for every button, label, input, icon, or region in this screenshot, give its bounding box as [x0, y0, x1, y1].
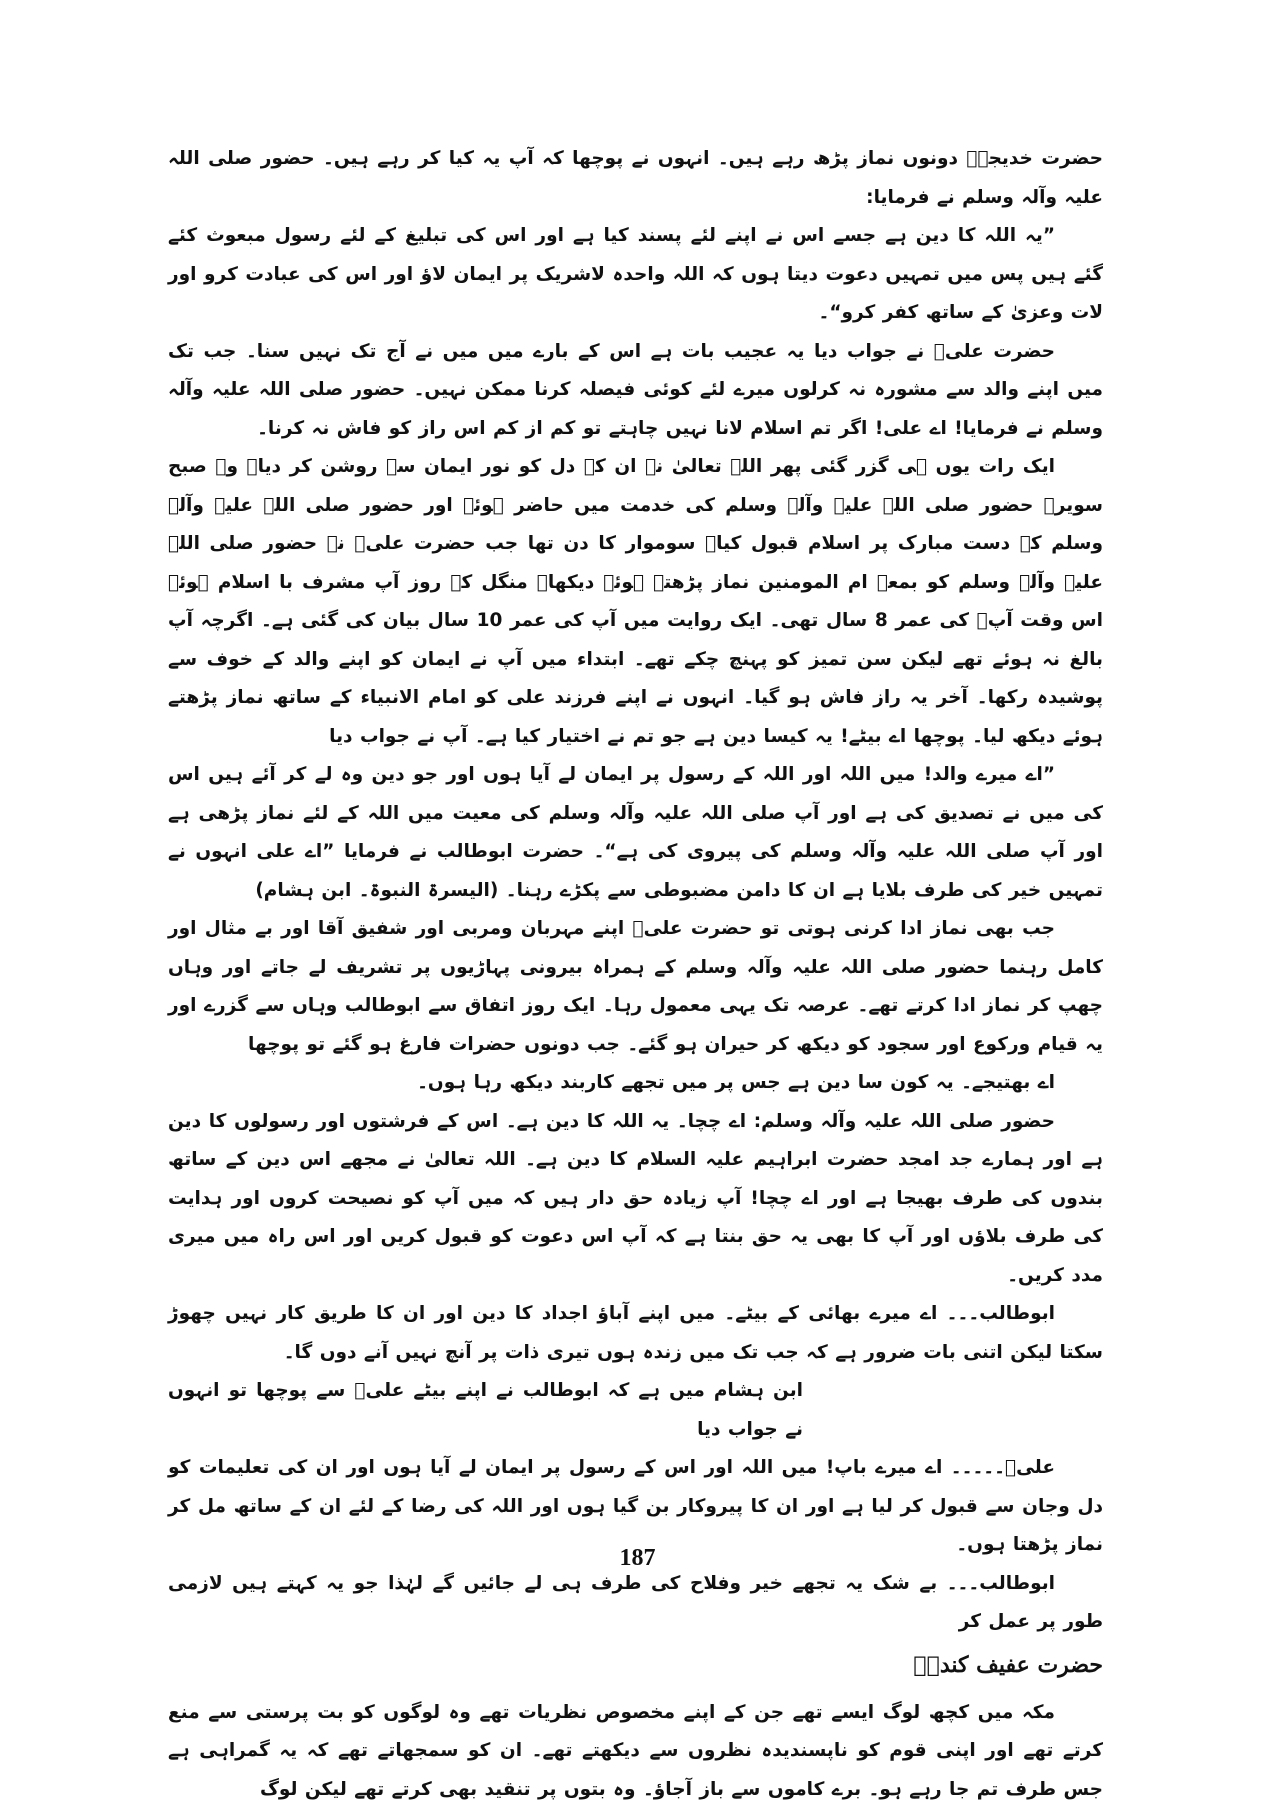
- paragraph-dialogue: اے بھتیجے۔ یہ کون سا دین ہے جس پر میں تجھے کاربند دیکھ رہا ہوں۔: [168, 1064, 1103, 1103]
- paragraph: حضرت خدیجہؓ دونوں نماز پڑھ رہے ہیں۔ انہوں نے پوچھا کہ آپ یہ کیا کر رہے ہیں۔ حضور صلی اللہ علیہ وآلہ وسلم نے فرمایا:: [168, 140, 1103, 217]
- paragraph-dialogue: ابوطالب۔۔۔ بے شک یہ تجھے خیر وفلاح کی طرف ہی لے جائیں گے لہٰذا جو یہ کہتے ہیں لازمی طور پر عمل کر: [168, 1565, 1103, 1642]
- section-heading: حضرت عفیف کندیؓ: [168, 1644, 1103, 1686]
- paragraph: حضرت علیؓ نے جواب دیا یہ عجیب بات ہے اس کے بارے میں میں نے آج تک نہیں سنا۔ جب تک میں اپنے والد سے مشورہ نہ کرلوں میرے لئے کوئی فیصلہ کرنا ممکن نہیں۔ حضور صلی اللہ علیہ وآلہ وسلم نے فرمایا! اے علی! اگر تم اسلام لانا نہیں چاہتے تو کم از کم اس راز کو فاش نہ کرنا۔: [168, 333, 1103, 449]
- page-number: 187: [0, 1545, 1275, 1572]
- paragraph-dialogue: حضور صلی اللہ علیہ وآلہ وسلم: اے چچا۔ یہ اللہ کا دین ہے۔ اس کے فرشتوں اور رسولوں کا دین ہے اور ہمارے جد امجد حضرت ابراہیم علیہ السلام کا دین ہے۔ اللہ تعالیٰ نے مجھے اس دین کے ساتھ بندوں کی طرف بھیجا ہے اور اے چچا! آپ زیادہ حق دار ہیں کہ میں آپ کو نصیحت کروں اور ہدایت کی طرف بلاؤں اور آپ کا بھی یہ حق بنتا ہے کہ آپ اس دعوت کو قبول کریں اور اس راہ میں میری مدد کریں۔: [168, 1103, 1103, 1296]
- paragraph-dialogue: علیؓ۔۔۔۔۔ اے میرے باپ! میں اللہ اور اس کے رسول پر ایمان لے آیا ہوں اور ان کی تعلیمات کو دل وجان سے قبول کر لیا ہے اور ان کا پیروکار بن گیا ہوں اور اللہ کی رضا کے لئے ان کے ساتھ مل کر نماز پڑھتا ہوں۔: [168, 1449, 1103, 1565]
- paragraph-dialogue: ابوطالب۔۔۔ اے میرے بھائی کے بیٹے۔ میں اپنے آباؤ اجداد کا دین اور ان کا طریق کار نہیں چھوڑ سکتا لیکن اتنی بات ضرور ہے کہ جب تک میں زندہ ہوں تیری ذات پر آنچ نہیں آنے دوں گا۔: [168, 1295, 1103, 1372]
- paragraph-quote: ”یہ اللہ کا دین ہے جسے اس نے اپنے لئے پسند کیا ہے اور اس کی تبلیغ کے لئے رسول مبعوث کئے گئے ہیں پس میں تمہیں دعوت دیتا ہوں کہ اللہ واحدہ لاشریک پر ایمان لاؤ اور اس کی عبادت کرو اور لات وعزیٰ کے ساتھ کفر کرو“۔: [168, 217, 1103, 333]
- paragraph-quote: ”اے میرے والد! میں اللہ اور اللہ کے رسول پر ایمان لے آیا ہوں اور جو دین وہ لے کر آئے ہیں اس کی میں نے تصدیق کی ہے اور آپ صلی اللہ علیہ وآلہ وسلم کی معیت میں اللہ کے لئے نماز پڑھی ہے اور آپ صلی اللہ علیہ وآلہ وسلم کی پیروی کی ہے“۔ حضرت ابوطالب نے فرمایا ”اے علی انہوں نے تمہیں خیر کی طرف بلایا ہے ان کا دامن مضبوطی سے پکڑے رہنا۔ (الیسرۃ النبوۃ۔ ابن ہشام): [168, 756, 1103, 910]
- paragraph: جب بھی نماز ادا کرنی ہوتی تو حضرت علیؓ اپنے مہربان ومربی اور شفیق آقا اور بے مثال اور کامل رہنما حضور صلی اللہ علیہ وآلہ وسلم کے ہمراہ بیرونی پہاڑیوں پر تشریف لے جاتے اور وہاں چھپ کر نماز ادا کرتے تھے۔ عرصہ تک یہی معمول رہا۔ ایک روز اتفاق سے ابوطالب وہاں سے گزرے اور یہ قیام ورکوع اور سجود کو دیکھ کر حیران ہو گئے۔ جب دونوں حضرات فارغ ہو گئے تو پوچھا: [168, 910, 1103, 1064]
- paragraph: مکہ میں کچھ لوگ ایسے تھے جن کے اپنے مخصوص نظریات تھے وہ لوگوں کو بت پرستی سے منع کرتے تھے اور اپنی قوم کو ناپسندیدہ نظروں سے دیکھتے تھے۔ ان کو سمجھاتے تھے کہ یہ گمراہی ہے جس طرف تم جا رہے ہو۔ برے کاموں سے باز آجاؤ۔ وہ بتوں پر تنقید بھی کرتے تھے لیکن لوگ: [168, 1694, 1103, 1809]
- paragraph: ابن ہشام میں ہے کہ ابوطالب نے اپنے بیٹے علیؓ سے پوچھا تو انہوں نے جواب دیا: [168, 1372, 1103, 1449]
- paragraph: ایک رات یوں ہی گزر گئی پھر اللہ تعالیٰ نے ان کے دل کو نور ایمان سے روشن کر دیا۔ وہ صبح سویرے حضور صلی اللہ علیہ وآلہ وسلم کی خدمت میں حاضر ہوئے اور حضور صلی اللہ علیہ وآلہ وسلم کے دست مبارک پر اسلام قبول کیا۔ سوموار کا دن تھا جب حضرت علیؓ نے حضور صلی اللہ علیہ وآلہ وسلم کو بمعہ ام المومنین نماز پڑھتے ہوئے دیکھا۔ منگل کے روز آپ مشرف با اسلام ہوئے اس وقت آپؓ کی عمر 8 سال تھی۔ ایک روایت میں آپ کی عمر 10 سال بیان کی گئی ہے۔ اگرچہ آپ بالغ نہ ہوئے تھے لیکن سن تمیز کو پہنچ چکے تھے۔ ابتداء میں آپ نے ایمان کو اپنے والد کے خوف سے پوشیدہ رکھا۔ آخر یہ راز فاش ہو گیا۔ انہوں نے اپنے فرزند علی کو امام الانبیاء کے ساتھ نماز پڑھتے ہوئے دیکھ لیا۔ پوچھا اے بیٹے! یہ کیسا دین ہے جو تم نے اختیار کیا ہے۔ آپ نے جواب دیا: [168, 448, 1103, 756]
